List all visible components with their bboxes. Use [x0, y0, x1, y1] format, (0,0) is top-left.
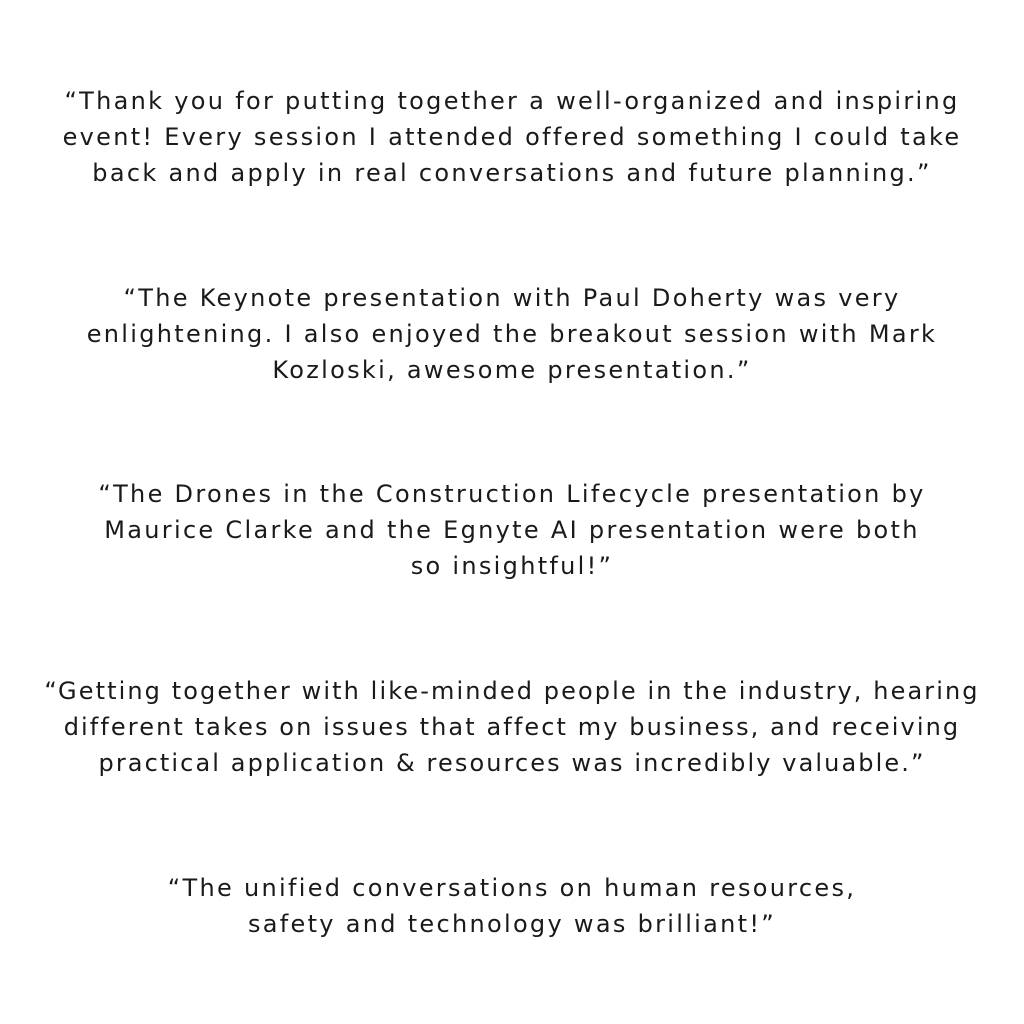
testimonial-quote: “The unified conversations on human resources, safety and technology was brilliant!” — [167, 874, 857, 938]
testimonial-quote: “The Drones in the Construction Lifecycle presentation by Maurice Clarke and the Egnyte AI presentation were both so insightful!” — [98, 480, 926, 580]
testimonial-quote: “Getting together with like-minded people in the industry, hearing different takes on issues that affect my business, and receiving practical application & resources was incredibly valuable.” — [44, 677, 980, 777]
testimonial-quote: “The Keynote presentation with Paul Doherty was very enlightening. I also enjoyed the breakout session with Mark Kozloski, awesome presentation.” — [86, 284, 938, 384]
testimonial-quote: “Thank you for putting together a well-organized and inspiring event! Every session I attended offered something I could take back and apply in real conversations and future planning.” — [62, 87, 962, 187]
